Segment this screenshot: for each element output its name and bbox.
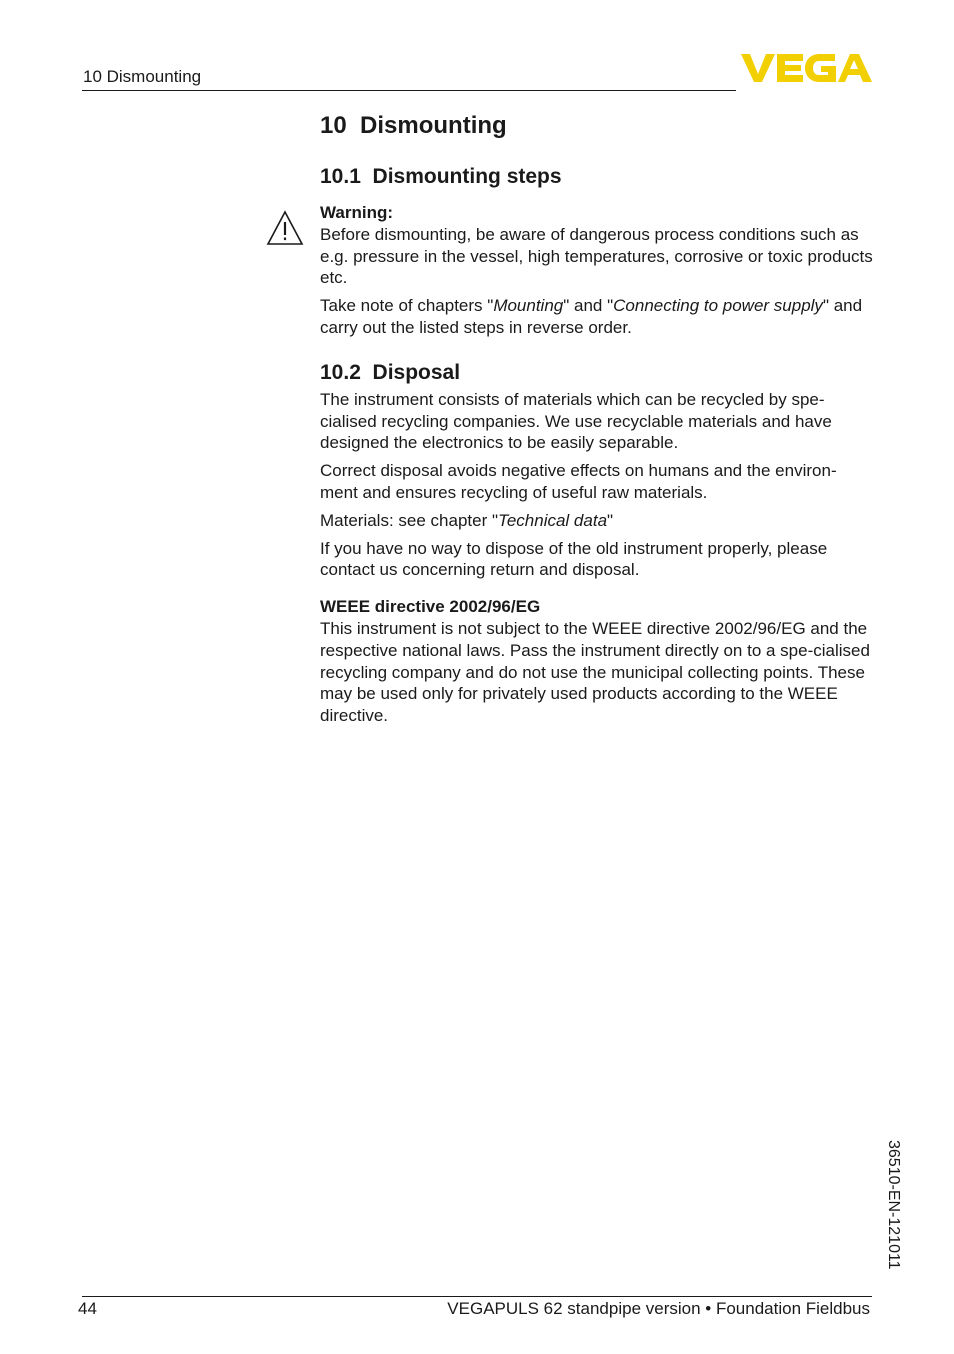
header-rule bbox=[82, 90, 736, 91]
section-title-disposal: 10.2 Disposal bbox=[320, 360, 461, 384]
main-content bbox=[320, 110, 874, 727]
disposal-paragraph-2: Correct disposal avoids negative effects on humans and the environ-ment and ensures recycling of useful raw materials. bbox=[320, 461, 837, 502]
header-section-label: 10 Dismounting bbox=[83, 67, 202, 86]
footer-rule bbox=[82, 1296, 872, 1297]
footer-title: VEGAPULS 62 standpipe version • Foundation Fieldbus bbox=[447, 1299, 870, 1318]
materials-note: Materials: see chapter "Technical data" bbox=[320, 510, 614, 530]
weee-title: WEEE directive 2002/96/EG bbox=[320, 597, 541, 617]
warning-triangle-icon bbox=[266, 210, 304, 246]
warning-text: Before dismounting, be aware of dangerous process conditions such as e.g. pressure in the vessel, high temperatures, corrosive or toxic products etc. bbox=[320, 224, 873, 288]
warning-label: Warning: bbox=[320, 203, 394, 222]
disposal-paragraph-1: The instrument consists of materials which can be recycled by spe-cialised recycling companies. We use recyclable materials and have designed the electronics to be easily separable. bbox=[320, 389, 832, 453]
disposal-paragraph-4: If you have no way to dispose of the old instrument properly, please contact us concerning return and disposal. bbox=[320, 538, 828, 580]
chapter-ref-mounting: Mounting bbox=[493, 296, 564, 316]
weee-text: This instrument is not subject to the WEEE directive 2002/96/EG and the respective national laws. Pass the instrument directly on to a spe-cialised recycling company and do not use the municipal collecting points. These may be used only for privately used products according to the WEEE directive. bbox=[320, 618, 870, 726]
reverse-order-note: Take note of chapters "Mounting" and "Connecting to power supply" and carry out the listed steps in reverse order. bbox=[320, 296, 863, 337]
document-code: 36510-EN-121011 bbox=[885, 1140, 902, 1270]
chapter-title: 10 Dismounting bbox=[320, 112, 507, 139]
vega-logo bbox=[741, 52, 873, 84]
chapter-ref-technical-data: Technical data bbox=[498, 510, 608, 530]
page-number: 44 bbox=[78, 1299, 97, 1318]
chapter-ref-connecting: Connecting to power supply bbox=[613, 296, 823, 316]
section-title-dismounting-steps: 10.1 Dismounting steps bbox=[320, 165, 562, 188]
